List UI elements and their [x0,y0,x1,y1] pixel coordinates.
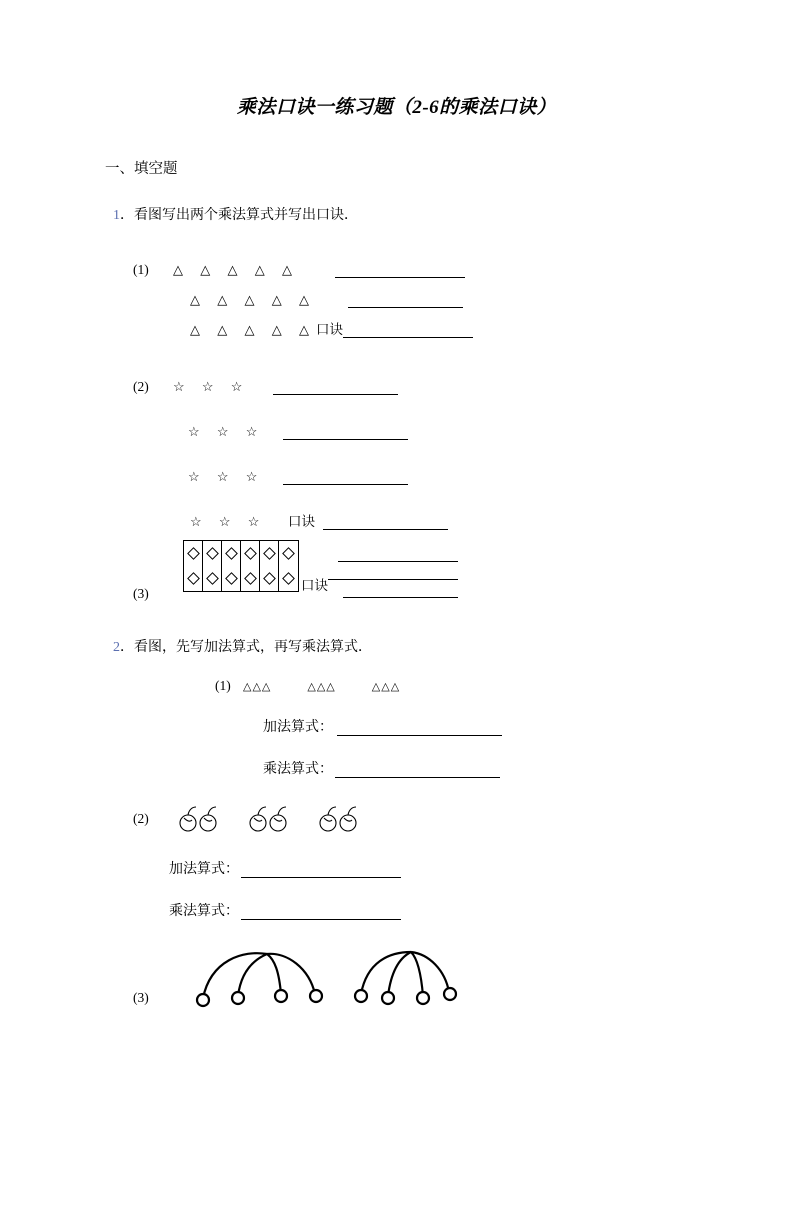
question-2-prompt [113,636,708,656]
item-label-2: (2) [133,811,149,826]
question-2-text: ．看图，先写加法算式，再写乘法算式． [120,640,372,655]
question-2-item-2 [133,802,708,920]
question-1-text: ．看图写出两个乘法算式并写出口诀． [120,208,358,223]
answer-blank[interactable] [348,294,463,308]
item-label-3: (3) [133,586,149,601]
triangle-group: △△△ [243,680,272,693]
star-row [133,395,708,440]
triangle-group: △△△ [371,680,401,693]
question-1-number: 1 [113,208,120,223]
star-row [133,350,708,395]
answer-blank[interactable] [335,264,465,278]
triangle-row [133,278,708,308]
question-1-item-2 [133,350,708,530]
question-2-item-3 [133,946,708,1016]
question-2-number: 2 [113,640,120,655]
answer-blank[interactable] [337,722,502,736]
answer-blank[interactable] [328,566,458,580]
kou-jue-label: 口诀 [301,578,328,593]
multiplication-formula-label: 乘法算式： [169,904,239,919]
item-label-1: (1) [215,678,231,693]
page-title: 乘法口诀一练习题（2-6的乘法口诀） [236,97,557,118]
item-label-2: (2) [133,379,149,394]
star-shapes: ☆ ☆ ☆ [173,379,250,394]
star-shapes: ☆ ☆ ☆ [190,514,267,529]
answer-blank[interactable] [335,764,500,778]
multiplication-formula-label: 乘法算式： [263,762,333,777]
triangle-shapes: △ △ △ △ △ [173,262,299,277]
dot-arc-clusters-svg [183,946,503,1008]
item-label-3: (3) [133,990,149,1005]
question-1-prompt [113,204,708,224]
star-row [133,440,708,485]
triangle-shapes: △ △ △ △ △ [190,292,316,307]
triangle-row [133,308,708,338]
triangle-groups-row [215,678,708,694]
document-page [0,92,793,1214]
answer-blank[interactable] [283,426,408,440]
dot-arc-clusters-icon [183,946,503,1013]
multiplication-formula-row [169,900,708,920]
question-1-item-3 [133,538,708,618]
answer-blank[interactable] [241,864,401,878]
answer-blank[interactable] [323,516,448,530]
cherry-pairs-svg [173,802,433,836]
star-row [133,485,708,530]
answer-blank[interactable] [338,548,458,562]
answer-blank[interactable] [273,381,398,395]
star-shapes: ☆ ☆ ☆ [188,424,265,439]
question-2-item-1 [133,678,708,778]
kou-jue-label: 口诀 [288,514,315,529]
addition-formula-row [263,716,708,736]
triangle-row [133,248,708,278]
addition-formula-label: 加法算式： [263,720,333,735]
kou-jue-label: 口诀 [316,322,343,337]
answer-blank[interactable] [343,324,473,338]
answer-blank[interactable] [343,584,458,598]
multiplication-formula-row [263,758,708,778]
addition-formula-row [169,858,708,878]
question-1-item-1 [133,248,708,338]
diamond-strip-icon [183,540,299,592]
item-label-1: (1) [133,262,149,277]
triangle-group: △△△ [307,680,336,693]
cherry-pairs-icon [173,802,433,836]
cherry-groups-row [133,802,708,836]
section-heading-fill-in-blanks: 一、填空题 [105,161,178,177]
triangle-shapes: △ △ △ △ △ [190,322,316,337]
answer-blank[interactable] [241,906,401,920]
star-shapes: ☆ ☆ ☆ [188,469,265,484]
addition-formula-label: 加法算式： [169,862,239,877]
answer-blank[interactable] [283,471,408,485]
